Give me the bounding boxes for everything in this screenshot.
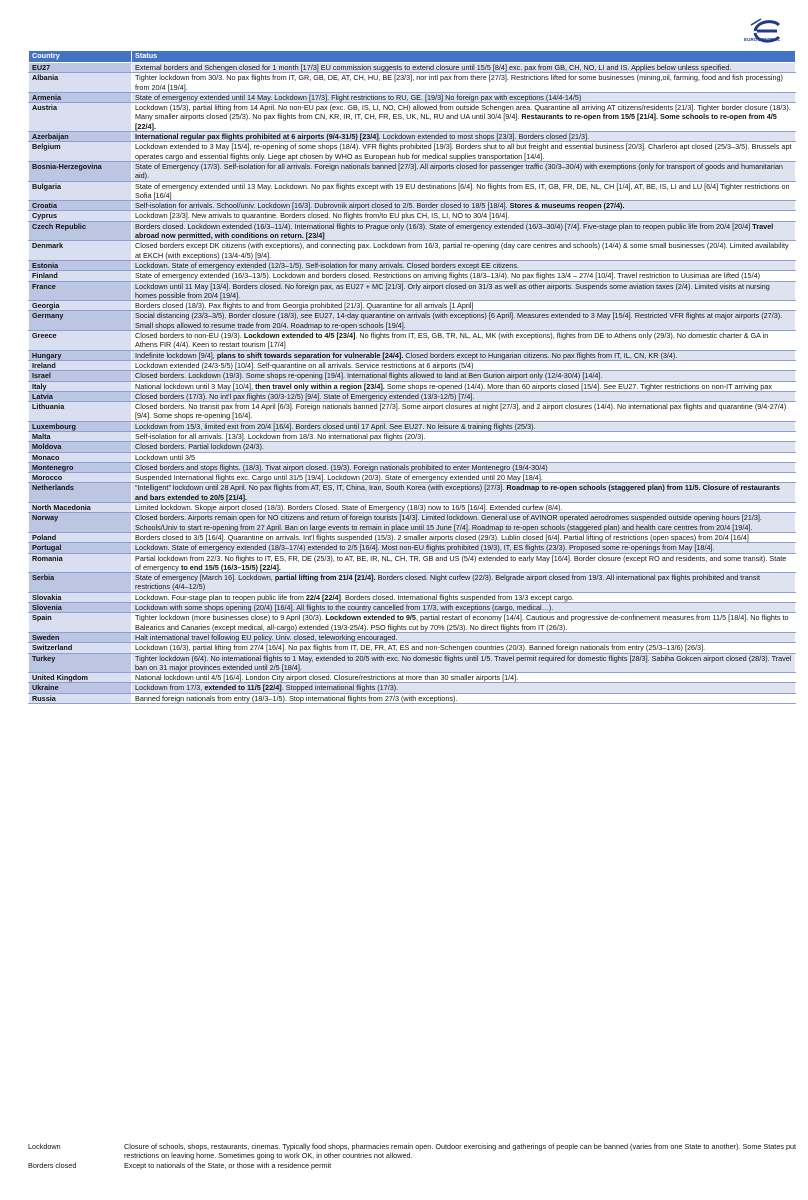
- status-text: Closed borders except DK citizens (with exceptions), and connecting pax. Lockdown from 16/3, partial re-opening (day care centres and schools) (14/4) & some small businesses (20/4). Limited availability at EKCH (with exceptions) (13/4-4/5) [9/4].: [135, 241, 789, 260]
- status-cell: [132, 653, 796, 673]
- status-highlight: to end 15/5 (16/3–15/5) [22/4].: [180, 562, 281, 572]
- legend-definition: Except to nationals of the State, or those with a residence permit: [124, 1160, 332, 1170]
- status-cell: [132, 281, 796, 301]
- country-cell: Slovenia: [29, 603, 132, 613]
- table-row: [29, 211, 796, 221]
- status-cell: [132, 421, 796, 431]
- table-row: [29, 221, 796, 241]
- header-country: Country: [29, 51, 132, 63]
- legend-row: [28, 1161, 798, 1170]
- status-text: Lockdown (15/3), partial lifting from 14 April. No non-EU pax (exc. GB, IS, LI, NO, CH) allowed from outside Schengen area. Quarantine all arriving AT citizens/residents [21/3]. Tighter border closure (18/3). Many smaller airports closed (25/3). No pax flights from CN, KR, IR, IT, CH, FR, ES, UK, NL, RU and UA until 30/4 [9/4].: [135, 103, 791, 122]
- country-cell: Azerbaijan: [29, 132, 132, 142]
- status-cell: [132, 402, 796, 422]
- country-cell: Israel: [29, 371, 132, 381]
- country-cell: Lithuania: [29, 402, 132, 422]
- table-row: [29, 613, 796, 633]
- status-highlight: plans to shift towards separation for vulnerable [24/4].: [216, 350, 404, 360]
- table-header-row: [29, 51, 796, 63]
- status-cell: [132, 452, 796, 462]
- status-cell: [132, 221, 796, 241]
- status-cell: [132, 613, 796, 633]
- table-row: [29, 442, 796, 452]
- status-highlight: Lockdown extended to 4/5 [23/4]: [243, 331, 356, 341]
- country-cell: Sweden: [29, 632, 132, 642]
- status-text: National lockdown until 4/5 [16/4]. London City airport closed. Closure/restrictions at more than 30 smaller airports [1/4].: [135, 673, 519, 683]
- country-cell: Norway: [29, 513, 132, 533]
- status-highlight: then travel only within a region [23/4].: [255, 381, 385, 391]
- status-cell: [132, 543, 796, 553]
- country-cell: EU27: [29, 63, 132, 73]
- table-row: [29, 402, 796, 422]
- status-text: Borders closed. Night curfew (22/3). Belgrade airport closed from 19/3. All international pax flights prohibited and transit restrictions (4/4–12/5): [135, 573, 761, 592]
- status-text: Lockdown extended to 3 May [15/4], re-opening of some shops (18/4). VFR flights prohibited [19/3]. Borders shut to all but freight and essential business [20/3]. Charleroi apt closed (25/3–3/5). Brussels apt operates cargo and essential flights only. Liege apt chosen by WHO as European hub for medical supplies transportation [14/4].: [135, 142, 792, 161]
- status-cell: [132, 360, 796, 370]
- status-text: Closed borders and stops flights. (18/3). Tivat airport closed. (19/3). Foreign nationals prohibited to enter Montenegro (19/4-30/4): [135, 462, 548, 472]
- table-row: [29, 381, 796, 391]
- status-cell: [132, 331, 796, 351]
- country-cell: Morocco: [29, 473, 132, 483]
- status-text: Lockdown until 11 May [13/4]. Borders closed. No foreign pax, as EU27 + MC [21/3]. Orly airport closed on 31/3 as well as other airports. Suspends some aviation taxes (2/4). Limited visits at nursing homes possible from 20/4 [19/4].: [135, 281, 770, 300]
- table-row: [29, 503, 796, 513]
- status-cell: [132, 683, 796, 693]
- eurocontrol-logo-icon: [747, 14, 787, 48]
- status-text: Partial lockdown from 22/3. No flights to IT, ES, FR, DE (25/3), to AT, BE, IR, NL, CH, TR, GB and US (5/4) extended to early May [16/4]. Border closure (except RO and residents, and some transit). State of emergency: [135, 553, 787, 572]
- country-cell: Spain: [29, 613, 132, 633]
- country-cell: North Macedonia: [29, 503, 132, 513]
- table-row: [29, 513, 796, 533]
- country-cell: Denmark: [29, 241, 132, 261]
- status-text: Closed borders to non-EU (19/3).: [135, 331, 244, 341]
- status-highlight: Restaurants to re-open from 15/5 [21/4]. Some schools to re-open from 4/5 [22/4].: [135, 112, 777, 131]
- status-text: Some shops re-opened (14/4). More than 60 airports closed [15/4]. See EU27. Tighter restrictions on non-IT arriving pax: [384, 381, 772, 391]
- country-cell: Greece: [29, 331, 132, 351]
- status-text: Social distancing (23/3–3/5). Border closure (18/3), see EU27, 14-day quarantine on arrivals (with exceptions) [6 April]. Measures extended to 3 May [15/4]. Restricted VFR flights at major airports (27/3). Small shops allowed to resume trade from 20/4. Roadmap to re-open schools [19/4].: [135, 311, 783, 330]
- status-text: “Intelligent” lockdown until 28 April. No pax flights from AT, ES, IT, China, Iran, South Korea (with exceptions) [27/3].: [135, 483, 507, 493]
- status-text: Limited lockdown. Skopje airport closed (18/3). Borders Closed. State of Emergency (18/3) now to 16/5 [16/4]. Extended curfew (8/4).: [135, 503, 563, 513]
- status-cell: [132, 73, 796, 93]
- country-cell: Georgia: [29, 301, 132, 311]
- status-text: , partial restart of economy [14/4]. Cautious and progressive de-confinement measures from 11/5 [18/4]. No flights to Balearics and Canaries (except medical, all-cargo) extended (19/3-25/4). PSO flights cut by 70% (25/3). No direct flights from IT (26/3).: [135, 613, 789, 632]
- status-cell: [132, 483, 796, 503]
- table-row: [29, 371, 796, 381]
- country-cell: Luxembourg: [29, 421, 132, 431]
- status-cell: [132, 462, 796, 472]
- table-row: [29, 693, 796, 703]
- table-row: [29, 553, 796, 573]
- country-cell: Estonia: [29, 260, 132, 270]
- status-highlight: Stores & museums reopen (27/4).: [509, 201, 625, 211]
- status-text: Closed borders. No transit pax from 14 April [6/3]. Foreign nationals banned [27/3]. Some airport closures at night [27/3], and 2 airport closures (14/4). No international pax flights and quarantine (9/4-27/4) [9/4]. Some shops re-opening [16/4].: [135, 402, 787, 421]
- table-row: [29, 350, 796, 360]
- status-text: Closed borders (17/3). No int'l pax flights (30/3-12/5) [9/4]. State of Emergency extended (13/3-12/5) [7/4].: [135, 391, 475, 401]
- status-text: Suspended International flights exc. Cargo until 31/5 [19/4]. Lockdown (20/3). State of emergency extended until 20 May [18/4].: [135, 473, 543, 483]
- status-text: Lockdown. Four-stage plan to reopen public life from: [135, 592, 306, 602]
- table-row: [29, 421, 796, 431]
- status-cell: [132, 391, 796, 401]
- status-cell: [132, 132, 796, 142]
- status-text: Lockdown. State of emergency extended (12/3–1/5). Self-isolation for many arrivals. Closed borders except EE citizens.: [135, 260, 520, 270]
- status-highlight: Lockdown extended to 9/5: [325, 613, 416, 623]
- table-row: [29, 653, 796, 673]
- table-row: [29, 483, 796, 503]
- brand-name: EUROCONTROL: [744, 37, 781, 42]
- country-cell: Italy: [29, 381, 132, 391]
- status-text: Closed borders. Partial lockdown (24/3).: [135, 442, 264, 452]
- status-cell: [132, 92, 796, 102]
- country-cell: Finland: [29, 271, 132, 281]
- country-cell: Malta: [29, 431, 132, 441]
- table-row: [29, 142, 796, 162]
- status-cell: [132, 142, 796, 162]
- status-highlight: Travel abroad now permitted, with conditions on return. [23/4]: [135, 221, 774, 241]
- table-row: [29, 92, 796, 102]
- status-text: Lockdown with some shops opening (20/4) [16/4]. All flights to the country cancelled from 17/3, with exceptions (cargo, medical…).: [135, 603, 554, 613]
- status-cell: [132, 271, 796, 281]
- table-row: [29, 592, 796, 602]
- country-cell: Serbia: [29, 573, 132, 593]
- status-cell: [132, 553, 796, 573]
- status-cell: [132, 201, 796, 211]
- country-cell: Ireland: [29, 360, 132, 370]
- country-cell: Russia: [29, 693, 132, 703]
- status-cell: [132, 532, 796, 542]
- status-cell: [132, 431, 796, 441]
- country-cell: France: [29, 281, 132, 301]
- table-row: [29, 331, 796, 351]
- table-row: [29, 573, 796, 593]
- table-row: [29, 63, 796, 73]
- status-text: Indefinite lockdown [9/4],: [135, 350, 217, 360]
- status-text: State of Emergency (17/3). Self-isolation for all arrivals. Foreign nationals banned [27/3]. All airports closed for passenger traffic (30/3–30/4) with exemptions (only for transport of goods and humanitarian aid).: [135, 161, 783, 181]
- legend-term: Lockdown: [28, 1142, 61, 1151]
- table-row: [29, 132, 796, 142]
- country-cell: Belgium: [29, 142, 132, 162]
- status-text: State of emergency extended (16/3–13/5). Lockdown and borders closed. Restrictions on arriving flights (18/3–13/4). No pax flights 13/4 – 27/4 [10/4]. Travel restriction to Uusimaa are lifted (15/4): [135, 271, 761, 281]
- status-text: National lockdown until 3 May [10/4],: [135, 381, 256, 391]
- status-text: Closed borders. Airports remain open for NO citizens and return of foreign tourists [14/3]. Limited lockdown. General use of AVINOR operated aerodromes suspended outside opening hours [21/3]. Schools/Univ to start re-opening from 27 April. Ban on large events to remain in place until 15 June [7/4]. Roadmap to re-open schools (staggered plan) and health care centres from 20/4 [19/4].: [135, 513, 762, 532]
- status-text: Lockdown. State of emergency extended (18/3–17/4) extended to 2/5 [16/4]. Most non-EU flights prohibited (19/3), IT, ES flights (23/3). Proposed some re-openings from May [18/4].: [135, 543, 715, 553]
- status-cell: [132, 350, 796, 360]
- status-cell: [132, 693, 796, 703]
- status-cell: [132, 603, 796, 613]
- country-cell: Montenegro: [29, 462, 132, 472]
- table-row: [29, 462, 796, 472]
- table-row: [29, 260, 796, 270]
- status-cell: [132, 632, 796, 642]
- status-cell: [132, 211, 796, 221]
- status-cell: [132, 311, 796, 331]
- status-text: Closed borders. Lockdown (19/3). Some shops re-opening [19/4]. International flights allowed to land at Ben Gurion airport only (12/4-30/4) [14/4].: [135, 371, 603, 381]
- country-cell: Switzerland: [29, 643, 132, 653]
- table-row: [29, 241, 796, 261]
- status-cell: [132, 513, 796, 533]
- status-cell: [132, 473, 796, 483]
- country-cell: Cyprus: [29, 211, 132, 221]
- table-row: [29, 673, 796, 683]
- status-text: Halt international travel following EU policy. Univ. closed, teleworking encouraged.: [135, 632, 398, 642]
- table-row: [29, 201, 796, 211]
- table-row: [29, 271, 796, 281]
- table-row: [29, 103, 796, 132]
- country-cell: Austria: [29, 103, 132, 132]
- status-cell: [132, 371, 796, 381]
- status-text: External borders and Schengen closed for 1 month [17/3] EU commission suggests to extend closure until 15/5 [8/4] exc. pax from GB, CH, NO, LI and IS. Applies below unless specified.: [135, 63, 732, 72]
- country-cell: Armenia: [29, 92, 132, 102]
- status-cell: [132, 301, 796, 311]
- status-cell: [132, 503, 796, 513]
- status-text: Lockdown from 17/3,: [135, 683, 205, 693]
- country-cell: Bosnia-Herzegovina: [29, 161, 132, 181]
- status-text: Lockdown from 15/3, limited exit from 20/4 [16/4]. Borders closed until 17 April. See EU27. No leisure & training flights (25/3).: [135, 421, 536, 431]
- table-row: [29, 181, 796, 201]
- country-cell: Moldova: [29, 442, 132, 452]
- table-row: [29, 73, 796, 93]
- table-row: [29, 532, 796, 542]
- table-row: [29, 452, 796, 462]
- status-text: Self-isolation for all arrivals. [13/3]. Lockdown from 18/3. No international pax flights (20/3).: [135, 431, 426, 441]
- status-cell: [132, 573, 796, 593]
- country-cell: Albania: [29, 73, 132, 93]
- status-cell: [132, 161, 796, 181]
- legend-row: [28, 1142, 798, 1161]
- table-body: [29, 63, 796, 704]
- status-cell: [132, 103, 796, 132]
- status-text: State of emergency extended until 13 May. Lockdown. No pax flights except with 19 EU destinations [6/4]. No flights from ES, IT, GB, FR, DE, NL, CH [1/4], AT, BE, IS, LI and LU [6/4] Tighter restrictions on Sofia [16/4]: [135, 181, 790, 200]
- status-text: Borders closed to 3/5 [16/4]. Quarantine on arrivals. Int'l flights suspended (15/3). 2 smaller airports closed (29/3). Lublin closed [6/4]. Partial lifting of restrictions (open spaces) from 20/4 [16/4]: [135, 532, 749, 542]
- country-cell: Czech Republic: [29, 221, 132, 241]
- country-cell: Monaco: [29, 452, 132, 462]
- table-row: [29, 431, 796, 441]
- country-cell: United Kingdom: [29, 673, 132, 683]
- status-text: . No flights from IT, ES, GB, TR, NL, AL, MK (with exceptions), flights from DE to Athens only (29/3). No domestic charter & GA in Athens FIR (4/4). Keen to restart tourism [17/4]: [135, 331, 769, 350]
- legend-definition: Closure of schools, shops, restaurants, cinemas. Typically food shops, pharmacies remain open. Outdoor exercising and gatherings of people can be banned (varies from one State to another). Some States put restrictions on leaving home. Sometimes going to work OK, in other countries not allowed.: [124, 1142, 797, 1161]
- status-cell: [132, 63, 796, 73]
- legend-term: Borders closed: [28, 1160, 77, 1170]
- status-cell: [132, 442, 796, 452]
- status-highlight: 22/4 [22/4]: [305, 592, 341, 602]
- status-text: Borders closed (18/3). Pax flights to and from Georgia prohibited [21/3]. Quarantine for all arrivals [1 April]: [135, 301, 474, 311]
- table-row: [29, 360, 796, 370]
- table-row: [29, 603, 796, 613]
- country-cell: Bulgaria: [29, 181, 132, 201]
- status-text: Banned foreign nationals from entry (18/3–1/5). Stop international flights from 27/3 (with exceptions).: [135, 693, 458, 703]
- status-cell: [132, 241, 796, 261]
- status-highlight: partial lifting from 21/4 [21/4].: [274, 573, 376, 583]
- status-text: Tighter lockdown (6/4). No international flights to 1 May, extended to 20/5 with exc. No domestic flights until 1/5. Travel permit required for domestic flights [28/3]. Sabiha Gokcen airport closed (28/3). Travel ban on 31 major provinces extended until 2/5 [18/4].: [135, 653, 792, 672]
- table-row: [29, 683, 796, 693]
- status-cell: [132, 381, 796, 391]
- country-cell: Croatia: [29, 201, 132, 211]
- status-table: [28, 50, 796, 704]
- status-cell: [132, 260, 796, 270]
- status-text: State of emergency extended until 14 May. Lockdown [17/3]. Flight restrictions to RU, GE. [19/3] No foreign pax with exceptions (14/4-14/5): [135, 92, 582, 102]
- status-text: Lockdown extended (24/3-5/5) [10/4]. Self-quarantine on all arrivals. Service restrictions at 6 airports (5/4): [135, 360, 474, 370]
- header-status: Status: [132, 51, 796, 63]
- status-text: . Stopped international flights (17/3).: [281, 683, 399, 693]
- country-cell: Netherlands: [29, 483, 132, 503]
- status-text: Closed borders except to Hungarian citizens. No pax flights from IT, IL, CN, KR (3/4).: [403, 350, 678, 360]
- table-row: [29, 311, 796, 331]
- status-text: Tighter lockdown from 30/3. No pax flights from IT, GR, GB, DE, AT, CH, HU, BE [23/3], nor intl pax from there [27/3]. Restrictions lifted for some businesses (mining,oil, farming, food and fish processing) from 20/4 [19/4].: [135, 73, 783, 92]
- country-cell: Poland: [29, 532, 132, 542]
- table-row: [29, 543, 796, 553]
- status-cell: [132, 643, 796, 653]
- country-cell: Hungary: [29, 350, 132, 360]
- status-text: Borders closed. Lockdown extended (16/3–11/4). International flights to Prague only (16/3). State of emergency extended (16/3–30/4) [7/4]. Five-stage plan to reopen public life from 20/4 [20/4]: [135, 221, 753, 231]
- status-text: Lockdown (16/3), partial lifting from 27/4 [16/4]. No pax flights from IT, DE, FR, AT, ES and non-Schengen countries (20/3). Banned foreign nationals from entry (25/3–13/6) [26/3].: [135, 643, 706, 653]
- status-highlight: Roadmap to re-open schools (staggered plan) from 11/5. Closure of restaurants and bars extended to 20/5 [21/4].: [135, 483, 780, 502]
- country-cell: Turkey: [29, 653, 132, 673]
- status-text: Tighter lockdown (more businesses close) to 9 April (30/3).: [135, 613, 326, 623]
- table-row: [29, 643, 796, 653]
- table-row: [29, 161, 796, 181]
- table-row: [29, 301, 796, 311]
- status-text: State of emergency [March 16]. Lockdown,: [135, 573, 275, 583]
- country-cell: Ukraine: [29, 683, 132, 693]
- status-text: Self-isolation for arrivals. School/univ. Lockdown [16/3]. Dubrovnik airport closed to 2/5. Border closed to 18/5 [18/4].: [135, 201, 510, 211]
- status-highlight: extended to 11/5 [22/4]: [204, 683, 282, 693]
- table-row: [29, 391, 796, 401]
- status-text: Lockdown [23/3]. New arrivals to quarantine. Borders closed. No flights from/to EU plus CH, IS, LI, NO to 30/4 [16/4].: [135, 211, 510, 221]
- table-row: [29, 473, 796, 483]
- status-text: . Lockdown extended to most shops [23/3]. Borders closed [21/3].: [378, 132, 590, 142]
- status-cell: [132, 592, 796, 602]
- status-highlight: International regular pax flights prohibited at 6 airports (9/4-31/5) [23/4]: [135, 132, 379, 142]
- status-text: Lockdown until 3/5: [135, 452, 196, 462]
- country-cell: Portugal: [29, 543, 132, 553]
- status-cell: [132, 181, 796, 201]
- country-cell: Slovakia: [29, 592, 132, 602]
- legend: [28, 1142, 798, 1170]
- table-row: [29, 281, 796, 301]
- country-cell: Romania: [29, 553, 132, 573]
- status-cell: [132, 673, 796, 683]
- table-row: [29, 632, 796, 642]
- status-text: . Borders closed. International flights suspended from 13/3 except cargo.: [340, 592, 574, 602]
- country-cell: Latvia: [29, 391, 132, 401]
- country-cell: Germany: [29, 311, 132, 331]
